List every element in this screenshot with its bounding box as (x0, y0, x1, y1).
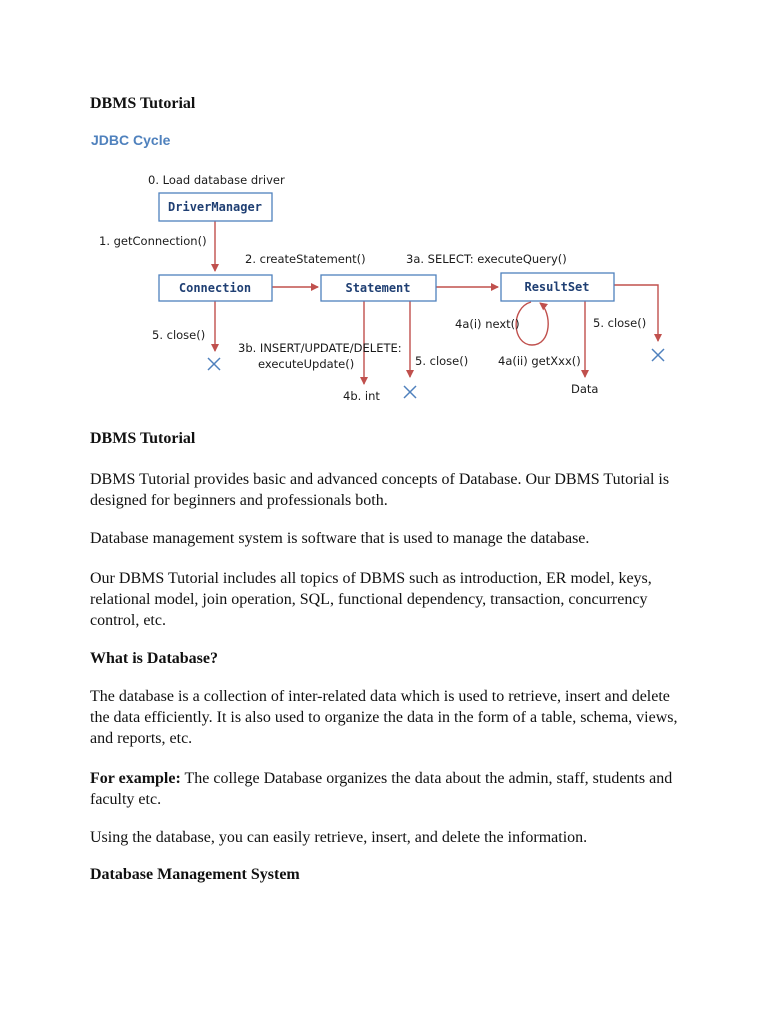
diagram-subtitle: JDBC Cycle (91, 132, 171, 148)
definition-paragraph: Database management system is software that is used to manage the database. (90, 530, 590, 547)
cross-icon (208, 358, 220, 370)
label-select-execute-query: 3a. SELECT: executeQuery() (406, 252, 567, 266)
box-resultset-label: ResultSet (524, 280, 590, 294)
what-is-database-heading: What is Database? (90, 650, 219, 667)
usage-paragraph: Using the database, you can easily retrieve, insert, and delete the information. (90, 829, 588, 846)
label-execute-update: executeUpdate() (258, 357, 355, 371)
intro-paragraph: DBMS Tutorial provides basic and advanced concepts of Database. Our DBMS Tutorial is designed for beginners and professionals both. (90, 471, 670, 509)
label-load-driver: 0. Load database driver (148, 173, 285, 187)
label-statement-close: 5. close() (415, 354, 469, 368)
cross-icon (652, 349, 664, 361)
example-text: The college Database organizes the data about the admin, staff, students and faculty etc. (90, 770, 673, 808)
label-data-result: Data (571, 382, 599, 396)
label-connection-close: 5. close() (152, 328, 206, 342)
label-get-connection: 1. getConnection() (99, 234, 207, 248)
label-next: 4a(i) next() (455, 317, 520, 331)
topics-paragraph: Our DBMS Tutorial includes all topics of DBMS such as introduction, ER model, keys, relational model, join operation, SQL, functional dependency, transaction, concurrency control, etc. (90, 570, 652, 629)
label-create-statement: 2. createStatement() (245, 252, 366, 266)
box-driver-manager-label: DriverManager (168, 200, 262, 214)
label-int-result: 4b. int (343, 389, 380, 403)
section-title: DBMS Tutorial (90, 430, 196, 447)
dbms-heading: Database Management System (90, 866, 300, 883)
label-resultset-close: 5. close() (593, 316, 647, 330)
label-insert-update-delete: 3b. INSERT/UPDATE/DELETE: (238, 341, 402, 355)
box-statement-label: Statement (345, 281, 411, 295)
arrow-resultset-close (614, 285, 658, 341)
label-get-xxx: 4a(ii) getXxx() (498, 354, 581, 368)
jdbc-cycle-diagram (0, 160, 768, 420)
cross-icon (404, 386, 416, 398)
example-paragraph (90, 768, 690, 810)
arrow-next-loop (516, 302, 548, 345)
box-connection-label: Connection (178, 281, 252, 295)
page-title: DBMS Tutorial (90, 95, 196, 112)
example-label: For example: (90, 770, 181, 787)
what-is-database-paragraph: The database is a collection of inter-related data which is used to retrieve, insert and delete the data efficiently. It is also used to organize the data in the form of a table, schema, views, and reports, etc. (90, 688, 678, 747)
